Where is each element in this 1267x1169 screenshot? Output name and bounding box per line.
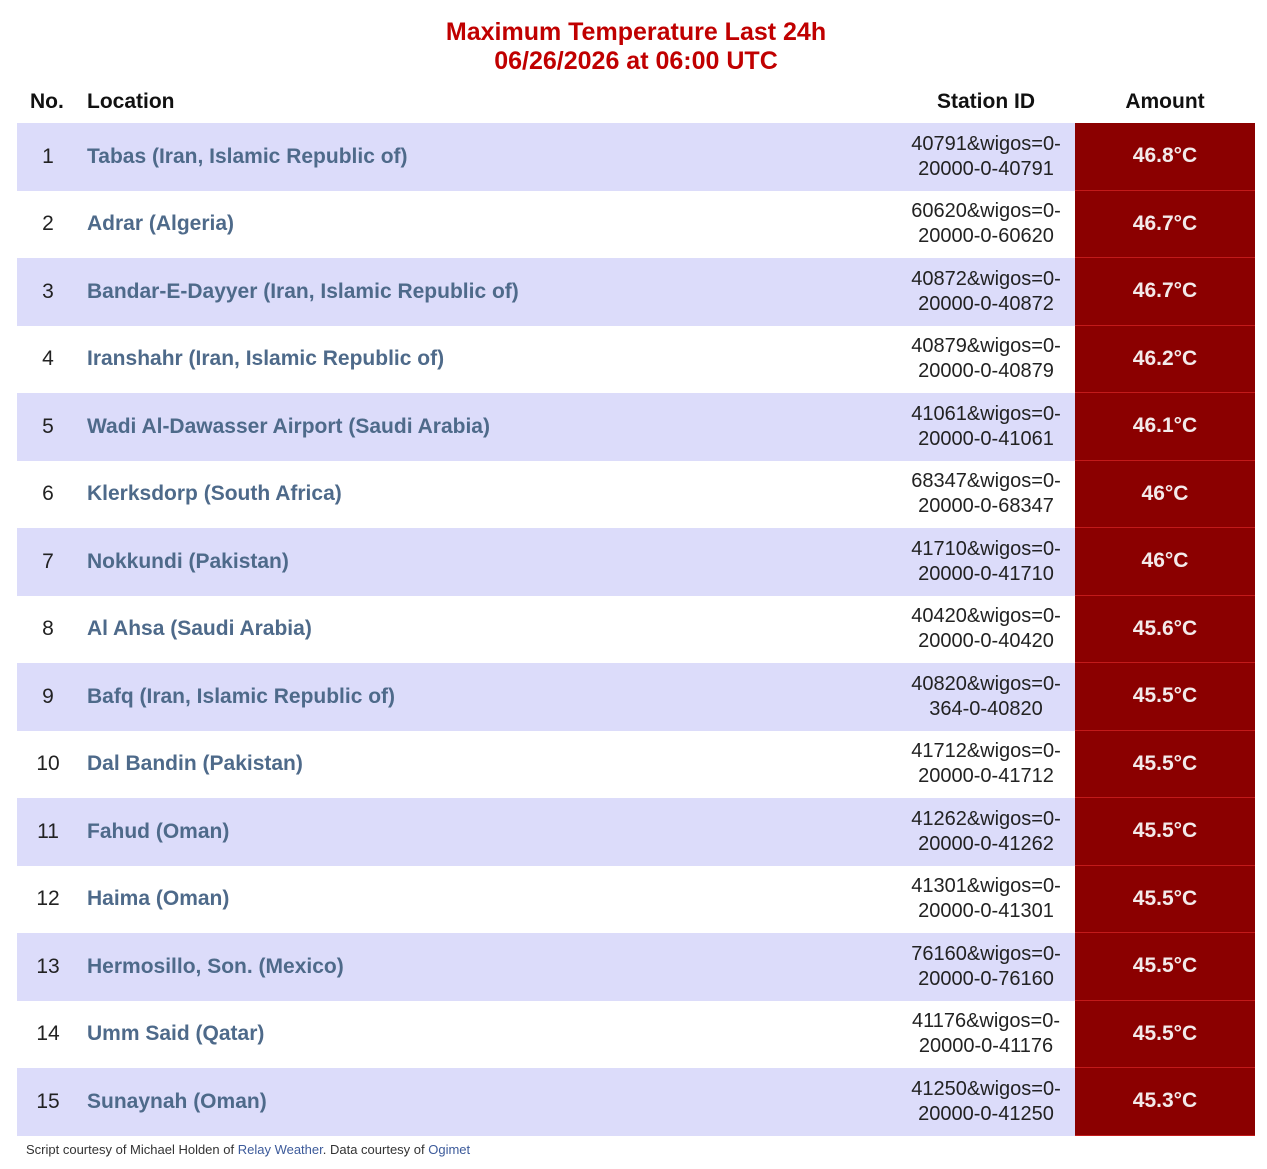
table-row bbox=[17, 326, 1255, 394]
table-row bbox=[17, 528, 1255, 596]
table-row bbox=[17, 596, 1255, 664]
location-link[interactable]: Umm Said (Qatar) bbox=[87, 1022, 265, 1046]
amount-cell: 45.5°C bbox=[1075, 1001, 1255, 1069]
location-link[interactable]: Bandar-E-Dayyer (Iran, Islamic Republic of) bbox=[87, 279, 519, 303]
station-id-line-2: 20000-0-76160 bbox=[918, 967, 1054, 990]
station-id bbox=[898, 393, 1074, 461]
table-row bbox=[17, 731, 1255, 799]
table-row bbox=[17, 663, 1255, 731]
row-number: 3 bbox=[42, 279, 54, 303]
station-id bbox=[898, 933, 1074, 1001]
table-row bbox=[17, 798, 1255, 866]
temperature-table bbox=[17, 123, 1255, 1136]
table-row bbox=[17, 933, 1255, 1001]
amount-cell: 45.6°C bbox=[1075, 596, 1255, 664]
amount-cell: 46°C bbox=[1075, 528, 1255, 596]
station-id bbox=[898, 866, 1074, 934]
station-id bbox=[898, 798, 1074, 866]
row-number: 10 bbox=[36, 752, 60, 776]
station-id-line-1: 60620&wigos=0- bbox=[911, 200, 1061, 223]
ogimet-link[interactable]: Ogimet bbox=[428, 1142, 471, 1157]
station-id-line-2: 20000-0-40879 bbox=[918, 360, 1054, 383]
station-id-line-2: 20000-0-41176 bbox=[918, 1035, 1054, 1058]
location-link[interactable]: Haima (Oman) bbox=[87, 887, 230, 911]
station-id bbox=[898, 123, 1074, 191]
station-id-line-1: 41176&wigos=0- bbox=[911, 1010, 1061, 1033]
row-number: 2 bbox=[42, 212, 54, 236]
location-link[interactable]: Fahud (Oman) bbox=[87, 819, 230, 843]
row-number: 5 bbox=[42, 414, 54, 438]
amount-cell: 45.3°C bbox=[1075, 1068, 1255, 1136]
row-number: 8 bbox=[42, 617, 54, 641]
location-link[interactable]: Al Ahsa (Saudi Arabia) bbox=[87, 617, 312, 641]
station-id-line-2: 20000-0-41710 bbox=[918, 562, 1054, 585]
page-title bbox=[0, 18, 1267, 76]
table-row bbox=[17, 123, 1255, 191]
location-link[interactable]: Nokkundi (Pakistan) bbox=[87, 549, 289, 573]
station-id-line-1: 41262&wigos=0- bbox=[911, 807, 1061, 830]
table-row bbox=[17, 393, 1255, 461]
amount-cell: 45.5°C bbox=[1075, 731, 1255, 799]
location-link[interactable]: Dal Bandin (Pakistan) bbox=[87, 752, 303, 776]
station-id bbox=[898, 1068, 1074, 1136]
amount-cell: 46.7°C bbox=[1075, 191, 1255, 259]
row-number: 1 bbox=[42, 144, 54, 168]
column-header-no: No. bbox=[30, 90, 64, 113]
station-id-line-2: 20000-0-60620 bbox=[918, 225, 1054, 248]
station-id bbox=[898, 326, 1074, 394]
location-link[interactable]: Bafq (Iran, Islamic Republic of) bbox=[87, 684, 396, 708]
row-number: 6 bbox=[42, 482, 54, 506]
station-id-line-2: 20000-0-40791 bbox=[918, 157, 1054, 180]
table-row bbox=[17, 866, 1255, 934]
column-header-station-id: Station ID bbox=[937, 90, 1035, 113]
column-header-location: Location bbox=[87, 90, 175, 113]
amount-cell: 46.2°C bbox=[1075, 326, 1255, 394]
row-number: 9 bbox=[42, 684, 54, 708]
column-header-amount: Amount bbox=[1125, 90, 1205, 113]
station-id-line-2: 20000-0-41250 bbox=[918, 1102, 1054, 1125]
location-link[interactable]: Iranshahr (Iran, Islamic Republic of) bbox=[87, 347, 445, 371]
title-line-2: 06/26/2026 at 06:00 UTC bbox=[494, 47, 778, 75]
station-id bbox=[898, 528, 1074, 596]
station-id bbox=[898, 191, 1074, 259]
station-id-line-1: 40791&wigos=0- bbox=[911, 132, 1061, 155]
station-id-line-1: 41712&wigos=0- bbox=[911, 740, 1061, 763]
station-id-line-1: 41710&wigos=0- bbox=[911, 537, 1061, 560]
station-id bbox=[898, 258, 1074, 326]
footer-prefix: Script courtesy of Michael Holden of bbox=[26, 1142, 238, 1157]
station-id bbox=[898, 731, 1074, 799]
row-number: 13 bbox=[36, 954, 60, 978]
station-id bbox=[898, 1001, 1074, 1069]
station-id bbox=[898, 461, 1074, 529]
station-id-line-2: 20000-0-41301 bbox=[918, 900, 1054, 923]
amount-cell: 46°C bbox=[1075, 461, 1255, 529]
station-id bbox=[898, 596, 1074, 664]
station-id bbox=[898, 663, 1074, 731]
row-number: 15 bbox=[36, 1089, 60, 1113]
table-row bbox=[17, 1068, 1255, 1136]
station-id-line-1: 41061&wigos=0- bbox=[911, 402, 1061, 425]
amount-cell: 45.5°C bbox=[1075, 866, 1255, 934]
location-link[interactable]: Adrar (Algeria) bbox=[87, 212, 235, 236]
row-number: 12 bbox=[36, 887, 60, 911]
station-id-line-2: 20000-0-41262 bbox=[918, 832, 1054, 855]
relay-weather-link[interactable]: Relay Weather bbox=[237, 1142, 323, 1157]
table-row bbox=[17, 191, 1255, 259]
station-id-line-2: 20000-0-40872 bbox=[918, 292, 1054, 315]
amount-cell: 46.7°C bbox=[1075, 258, 1255, 326]
title-line-1: Maximum Temperature Last 24h bbox=[445, 18, 827, 46]
table-row bbox=[17, 258, 1255, 326]
station-id-line-2: 20000-0-41712 bbox=[918, 765, 1054, 788]
station-id-line-1: 40820&wigos=0- bbox=[911, 672, 1061, 695]
amount-cell: 45.5°C bbox=[1075, 933, 1255, 1001]
table-row bbox=[17, 1001, 1255, 1069]
footer-credits bbox=[26, 1141, 470, 1159]
row-number: 7 bbox=[42, 549, 54, 573]
row-number: 4 bbox=[42, 347, 54, 371]
amount-cell: 46.1°C bbox=[1075, 393, 1255, 461]
location-link[interactable]: Tabas (Iran, Islamic Republic of) bbox=[87, 144, 408, 168]
footer-middle: . Data courtesy of bbox=[322, 1142, 429, 1157]
amount-cell: 45.5°C bbox=[1075, 798, 1255, 866]
station-id-line-2: 20000-0-40420 bbox=[918, 630, 1054, 653]
station-id-line-1: 40420&wigos=0- bbox=[911, 605, 1061, 628]
amount-cell: 45.5°C bbox=[1075, 663, 1255, 731]
row-number: 11 bbox=[37, 819, 59, 843]
station-id-line-1: 41250&wigos=0- bbox=[911, 1077, 1061, 1100]
location-link[interactable]: Sunaynah (Oman) bbox=[87, 1089, 267, 1113]
station-id-line-2: 20000-0-41061 bbox=[918, 427, 1054, 450]
location-link[interactable]: Hermosillo, Son. (Mexico) bbox=[87, 954, 344, 978]
station-id-line-2: 364-0-40820 bbox=[929, 697, 1043, 720]
station-id-line-2: 20000-0-68347 bbox=[918, 495, 1054, 518]
station-id-line-1: 40879&wigos=0- bbox=[911, 335, 1061, 358]
location-link[interactable]: Klerksdorp (South Africa) bbox=[87, 482, 342, 506]
table-row bbox=[17, 461, 1255, 529]
station-id-line-1: 76160&wigos=0- bbox=[911, 942, 1061, 965]
station-id-line-1: 41301&wigos=0- bbox=[911, 875, 1061, 898]
location-link[interactable]: Wadi Al-Dawasser Airport (Saudi Arabia) bbox=[87, 414, 490, 438]
amount-cell: 46.8°C bbox=[1075, 123, 1255, 191]
station-id-line-1: 68347&wigos=0- bbox=[911, 470, 1061, 493]
station-id-line-1: 40872&wigos=0- bbox=[911, 267, 1061, 290]
row-number: 14 bbox=[36, 1022, 60, 1046]
